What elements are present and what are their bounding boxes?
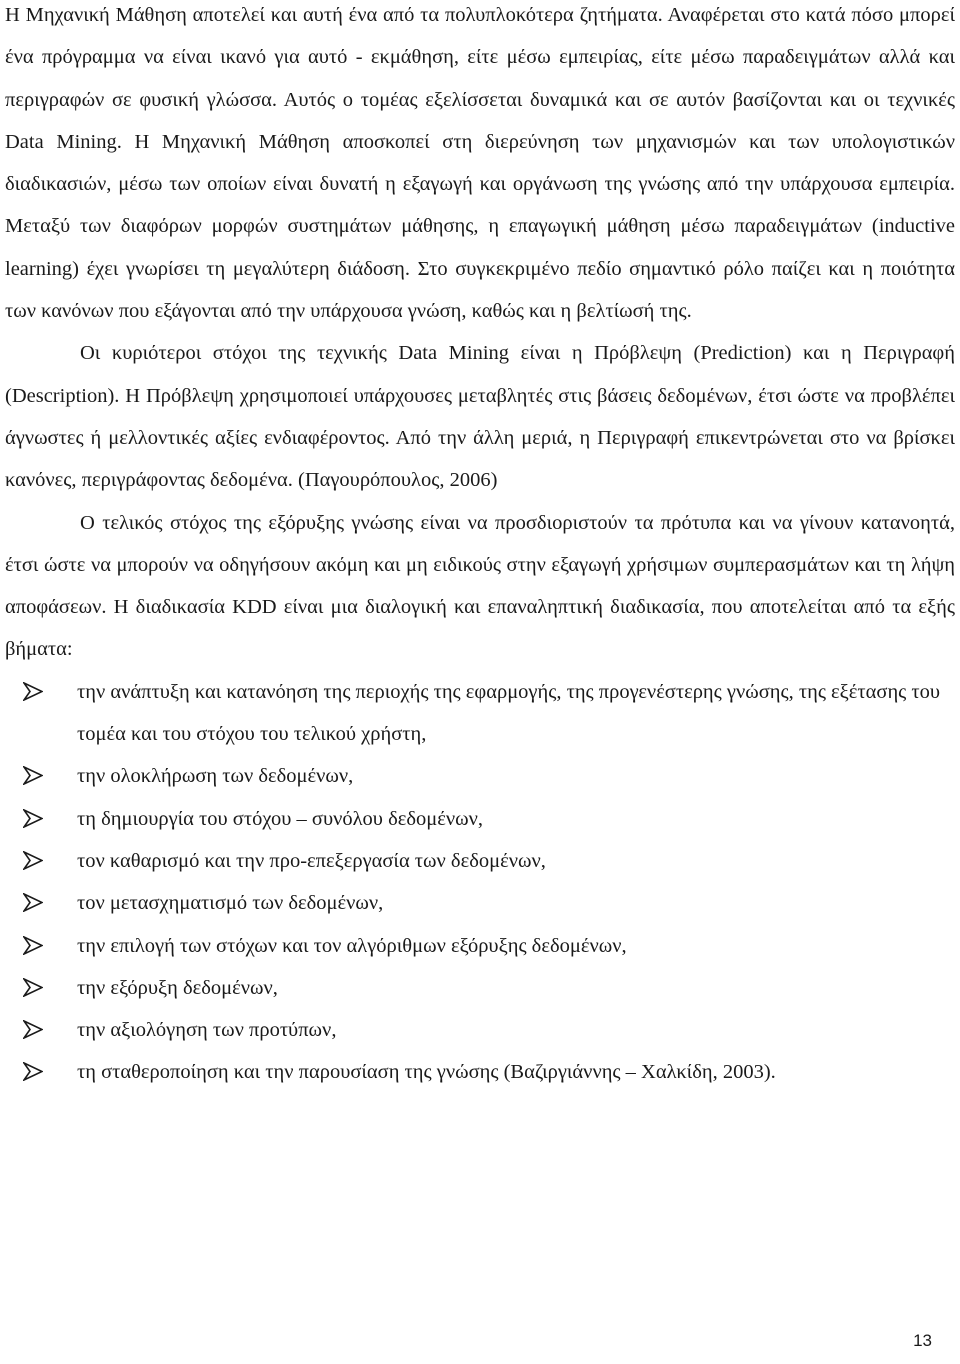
list-item: [5, 1051, 955, 1093]
paragraph-data-mining-goals: Οι κυριότεροι στόχοι της τεχνικής Data Mining είναι η Πρόβλεψη (Prediction) και η Περιγραφή (Description). Η Πρόβλεψη χρησιμοποιεί υπάρχουσες μεταβλητές στις βάσεις δεδομένων, έτσι ώστε να προβλέπει άγνωστες ή μελλοντικές αξίες ενδιαφέροντος. Από την άλλη μεριά, η Περιγραφή επικεντρώνεται στο να βρίσκει κανόνες, περιγράφοντας δεδομένα. (Παγουρόπουλος, 2006): [5, 342, 955, 492]
list-item-text: τον καθαρισμό και την προ-επεξεργασία των δεδομένων,: [77, 849, 546, 872]
list-item-text: την αξιολόγηση των προτύπων,: [77, 1019, 337, 1042]
arrowhead-bullet-icon: [23, 840, 51, 882]
arrowhead-bullet-icon: [23, 671, 51, 713]
list-item-text: την επιλογή των στόχων και τον αλγόριθμων εξόρυξης δεδομένων,: [77, 934, 627, 957]
list-item-text: την ανάπτυξη και κατανόηση της περιοχής της εφαρμογής, της προγενέστερης γνώσης, της εξέτασης του τομέα και του στόχου του τελικού χρήστη,: [77, 680, 941, 746]
kdd-steps-list: [5, 671, 955, 1094]
paragraph-machine-learning: Η Μηχανική Μάθηση αποτελεί και αυτή ένα από τα πολυπλοκότερα ζητήματα. Αναφέρεται στο κατά πόσο μπορεί ένα πρόγραμμα να είναι ικανό για αυτό - εκμάθηση, είτε μέσω εμπειρίας, είτε μέσω παραδειγμάτων αλλά και περιγραφών σε φυσική γλώσσα. Αυτός ο τομέας εξελίσσεται δυναμικά και σε αυτόν βασίζονται και οι τεχνικές Data Mining. Η Μηχανική Μάθηση αποσκοπεί στη διερεύνηση των μηχανισμών και των υπολογιστικών διαδικασιών, μέσω των οποίων είναι δυνατή η εξαγωγή και οργάνωση της γνώσης από την υπάρχουσα εμπειρία. Μεταξύ των διαφόρων μορφών συστημάτων μάθησης, η επαγωγική μάθηση μέσω παραδειγμάτων (inductive learning) έχει γνωρίσει τη μεγαλύτερη διάδοση. Στο συγκεκριμένο πεδίο σημαντικό ρόλο παίζει και η ποιότητα των κανόνων που εξάγονται από την υπάρχουσα γνώση, καθώς και η βελτίωσή της.: [5, 4, 955, 323]
list-item: [5, 798, 955, 840]
list-item: [5, 755, 955, 797]
list-item: [5, 967, 955, 1009]
list-item-text: την ολοκλήρωση των δεδομένων,: [77, 765, 354, 788]
arrowhead-bullet-icon: [23, 1051, 51, 1093]
paragraph-kdd-process: Ο τελικός στόχος της εξόρυξης γνώσης είναι να προσδιοριστούν τα πρότυπα και να γίνουν κατανοητά, έτσι ώστε να μπορούν να οδηγήσουν ακόμη και μη ειδικούς στην εξαγωγή χρήσιμων συμπερασμάτων και τη λήψη αποφάσεων. Η διαδικασία KDD είναι μια διαλογική και επαναληπτική διαδικασία, που αποτελείται από τα εξής βήματα:: [5, 511, 955, 661]
document-page: [5, 0, 955, 1094]
list-item: [5, 925, 955, 967]
list-item-text: την εξόρυξη δεδομένων,: [77, 976, 278, 999]
arrowhead-bullet-icon: [23, 967, 51, 1009]
list-item: [5, 1009, 955, 1051]
list-item: [5, 671, 955, 756]
arrowhead-bullet-icon: [23, 882, 51, 924]
list-item-text: τη σταθεροποίηση και την παρουσίαση της γνώσης (Βαζιργιάννης – Χαλκίδη, 2003).: [77, 1061, 776, 1084]
list-item: [5, 840, 955, 882]
list-item-text: τον μετασχηματισμό των δεδομένων,: [77, 892, 384, 915]
list-item: [5, 882, 955, 924]
arrowhead-bullet-icon: [23, 925, 51, 967]
arrowhead-bullet-icon: [23, 755, 51, 797]
list-item-text: τη δημιουργία του στόχου – συνόλου δεδομένων,: [77, 807, 484, 830]
arrowhead-bullet-icon: [23, 1009, 51, 1051]
arrowhead-bullet-icon: [23, 798, 51, 840]
page-number: 13: [913, 1331, 932, 1350]
